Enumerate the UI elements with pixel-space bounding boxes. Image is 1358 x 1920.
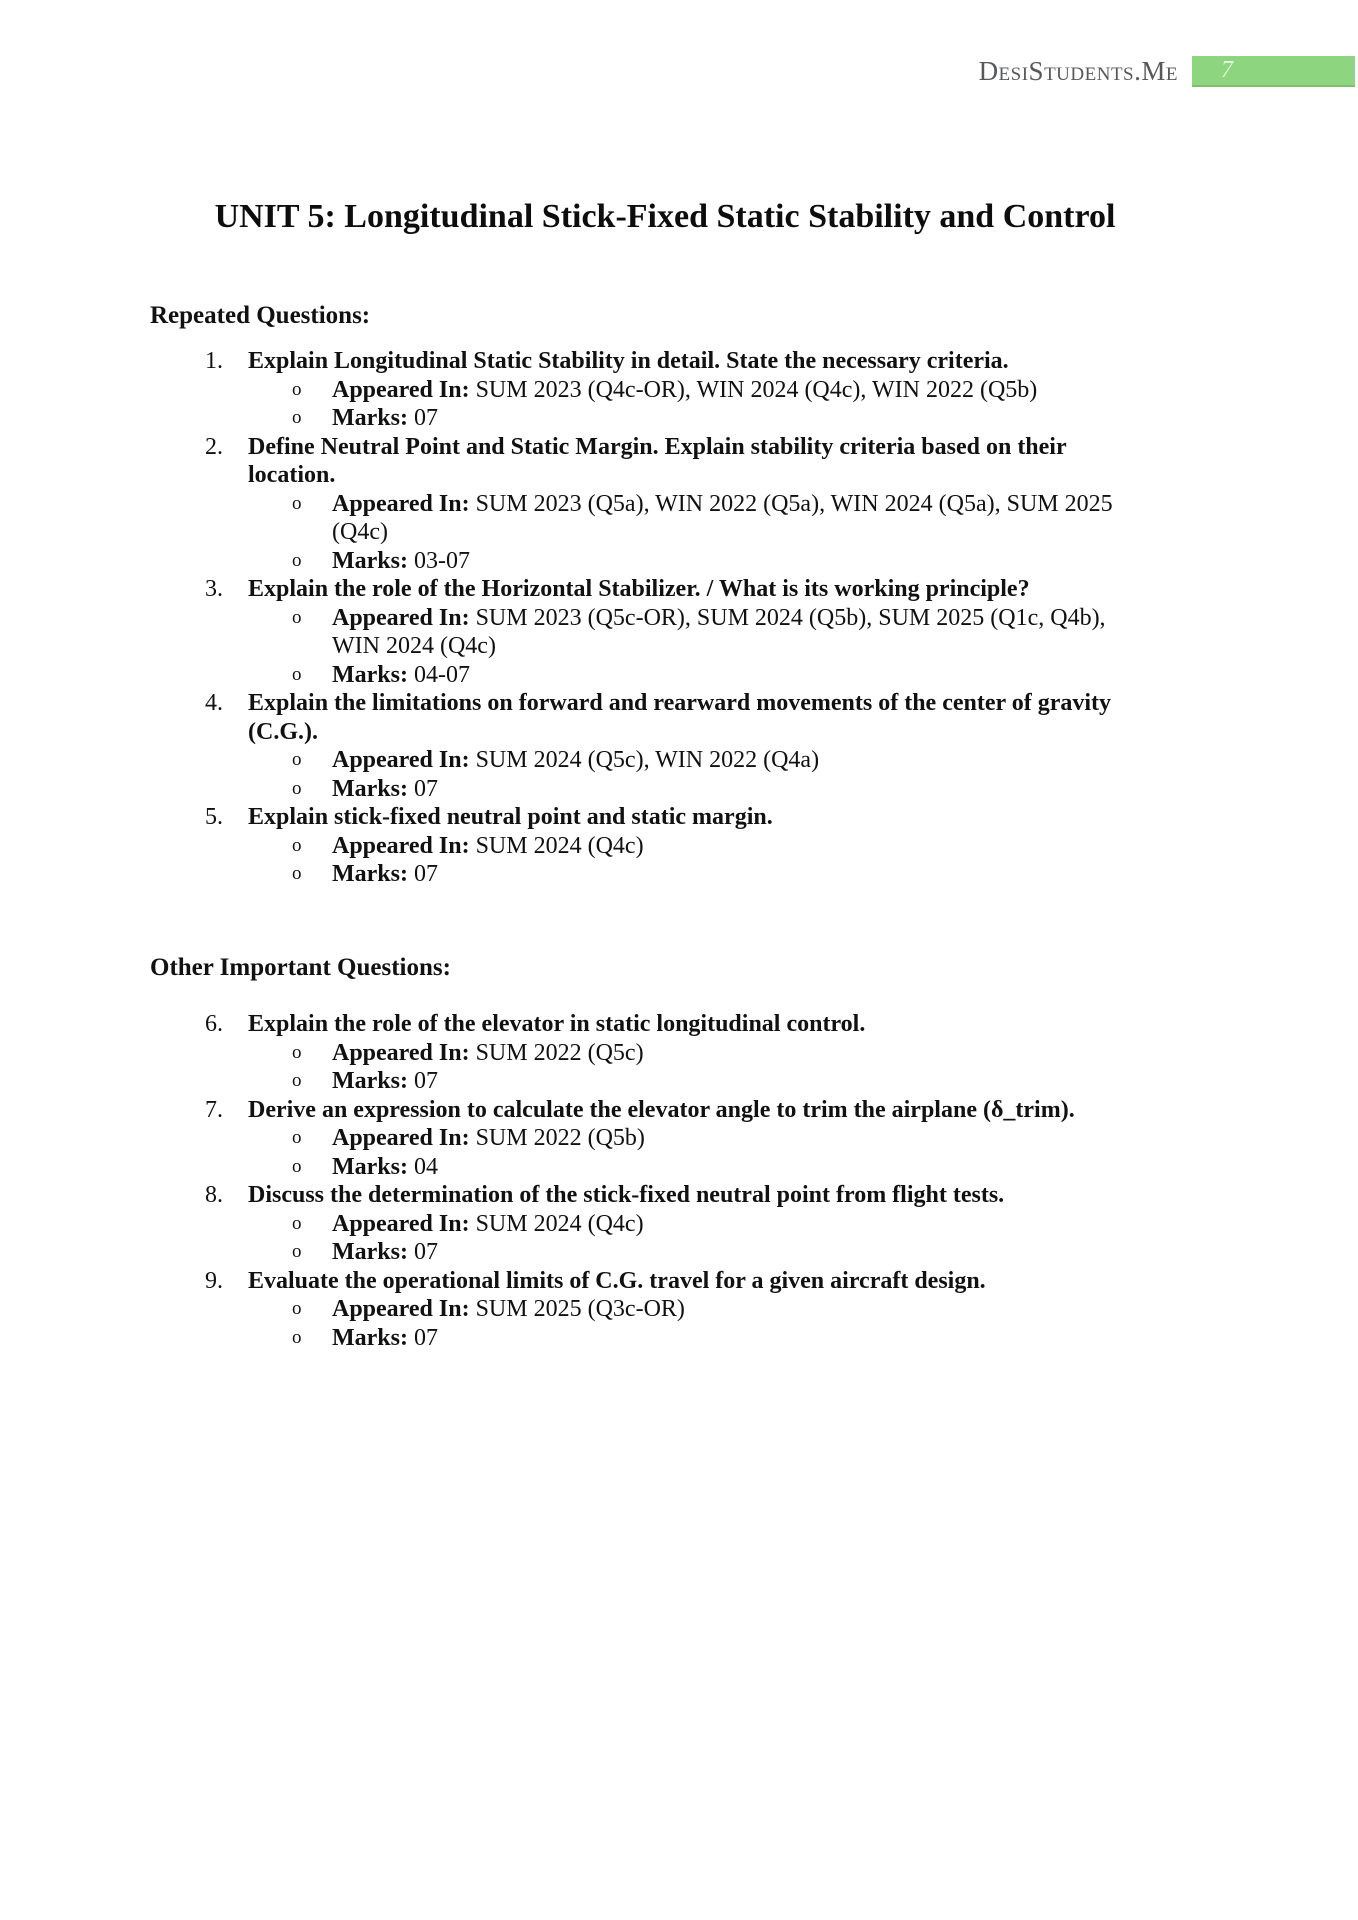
page-number: 7 [1221, 57, 1233, 83]
page-number-badge [1192, 56, 1355, 87]
marks-label: Marks: [332, 405, 408, 431]
marks-label: Marks: [332, 1239, 408, 1265]
marks-row [292, 1324, 986, 1353]
circle-bullet: o [292, 1041, 302, 1063]
circle-bullet: o [292, 378, 302, 400]
question-text: Evaluate the operational limits of C.G. travel for a given aircraft design. [248, 1267, 986, 1294]
appeared-in [332, 1210, 644, 1239]
appeared-row [292, 376, 1037, 405]
question-list-other [0, 1010, 1075, 1352]
question-text: Define Neutral Point and Static Margin. Explain stability criteria based on their location. [248, 433, 1067, 488]
circle-bullet: o [292, 549, 302, 571]
appeared-value: SUM 2023 (Q5c-OR), SUM 2024 (Q5b), SUM 2025 (Q1c, Q4b), WIN 2024 (Q4c) [332, 604, 1106, 659]
appeared-in [332, 832, 644, 861]
marks-label: Marks: [332, 775, 408, 802]
marks-row [292, 1238, 1004, 1267]
question-item [205, 803, 1153, 889]
question-item [205, 1181, 1075, 1267]
marks [332, 1324, 438, 1353]
question-text: Explain the role of the Horizontal Stabilizer. / What is its working principle? [248, 576, 1030, 602]
marks [332, 775, 438, 804]
question-item [205, 1096, 1075, 1182]
question-number: 7. [205, 1096, 223, 1123]
marks-value: 07 [413, 1239, 438, 1265]
appeared-row [292, 1039, 865, 1068]
appeared-row [292, 1124, 1075, 1153]
marks [332, 1238, 438, 1267]
appeared-in [332, 604, 1132, 661]
appeared-value: SUM 2024 (Q4c) [475, 832, 644, 859]
marks-row [292, 661, 1132, 690]
circle-bullet: o [292, 834, 302, 856]
circle-bullet: o [292, 1070, 302, 1091]
circle-bullet: o [292, 1241, 302, 1262]
question-number: 2. [205, 433, 223, 460]
question-text: Explain stick-fixed neutral point and static margin. [248, 804, 773, 830]
appeared-label: Appeared In: [332, 1210, 470, 1237]
marks-row [292, 547, 1153, 576]
marks [332, 404, 438, 433]
appeared-label: Appeared In: [332, 1039, 470, 1066]
question-number: 6. [205, 1011, 223, 1037]
marks [332, 547, 470, 576]
circle-bullet: o [292, 749, 302, 770]
site-watermark: DesiStudents.Me [978, 56, 1178, 86]
appeared-in [332, 1124, 645, 1153]
marks-label: Marks: [332, 547, 408, 574]
appeared-in [332, 490, 1132, 547]
circle-bullet: o [292, 777, 302, 799]
marks-label: Marks: [332, 1153, 408, 1180]
appeared-row [292, 1295, 986, 1324]
marks-value: 04-07 [413, 661, 470, 688]
circle-bullet: o [292, 663, 302, 685]
marks-label: Marks: [332, 1068, 408, 1094]
marks-row [292, 775, 1153, 804]
marks-row [292, 1067, 865, 1096]
appeared-value: SUM 2025 (Q3c-OR) [475, 1296, 685, 1322]
question-item [205, 689, 1153, 803]
circle-bullet: o [292, 1155, 302, 1177]
marks-label: Marks: [332, 1324, 408, 1351]
marks-value: 04 [413, 1153, 438, 1180]
question-number: 3. [205, 576, 223, 602]
circle-bullet: o [292, 1127, 302, 1148]
appeared-row [292, 490, 1153, 547]
question-item [205, 1267, 1075, 1353]
circle-bullet: o [292, 863, 302, 884]
appeared-value: SUM 2024 (Q4c) [475, 1210, 644, 1237]
marks-value: 03-07 [413, 547, 470, 574]
page-title: UNIT 5: Longitudinal Stick-Fixed Static Stability and Control [214, 198, 1116, 235]
circle-bullet: o [292, 492, 302, 514]
marks-label: Marks: [332, 661, 408, 688]
circle-bullet: o [292, 606, 302, 628]
question-number: 5. [205, 804, 223, 830]
marks [332, 1153, 438, 1182]
section-heading-repeated: Repeated Questions: [150, 302, 371, 329]
marks-row [292, 404, 1037, 433]
circle-bullet: o [292, 1326, 302, 1348]
question-number: 4. [205, 690, 223, 716]
question-item [205, 433, 1153, 576]
appeared-label: Appeared In: [332, 832, 470, 859]
marks-label: Marks: [332, 861, 408, 887]
appeared-in [332, 1039, 644, 1068]
circle-bullet: o [292, 407, 302, 428]
circle-bullet: o [292, 1212, 302, 1234]
marks-value: 07 [413, 405, 438, 431]
page-header [0, 56, 1358, 87]
appeared-label: Appeared In: [332, 1296, 470, 1322]
marks-value: 07 [413, 775, 438, 802]
marks-value: 07 [413, 861, 438, 887]
question-text: Derive an expression to calculate the elevator angle to trim the airplane (δ_trim). [248, 1096, 1075, 1123]
appeared-value: SUM 2023 (Q4c-OR), WIN 2024 (Q4c), WIN 2022 (Q5b) [475, 376, 1038, 403]
appeared-in [332, 1295, 685, 1324]
marks-row [292, 1153, 1075, 1182]
appeared-label: Appeared In: [332, 376, 470, 403]
appeared-value: SUM 2022 (Q5c) [475, 1039, 644, 1066]
appeared-label: Appeared In: [332, 747, 470, 773]
question-item [205, 1010, 1075, 1096]
question-text: Discuss the determination of the stick-fixed neutral point from flight tests. [248, 1182, 1005, 1208]
appeared-label: Appeared In: [332, 604, 470, 631]
appeared-row [292, 832, 773, 861]
question-item [205, 575, 1153, 689]
marks [332, 1067, 438, 1096]
question-number: 8. [205, 1182, 223, 1208]
appeared-row [292, 746, 1153, 775]
appeared-value: SUM 2024 (Q5c), WIN 2022 (Q4a) [475, 747, 820, 773]
marks-value: 07 [413, 1068, 438, 1094]
marks-row [292, 860, 773, 889]
section-heading-other: Other Important Questions: [150, 954, 451, 981]
question-item [205, 347, 1153, 433]
question-text: Explain the limitations on forward and rearward movements of the center of gravity (C.G.). [248, 690, 1112, 745]
question-text: Explain the role of the elevator in static longitudinal control. [248, 1011, 866, 1037]
appeared-in [332, 746, 819, 775]
question-number: 1. [205, 348, 223, 374]
appeared-row [292, 604, 1132, 661]
marks-value: 07 [413, 1324, 438, 1351]
appeared-value: SUM 2023 (Q5a), WIN 2022 (Q5a), WIN 2024 (Q5a), SUM 2025 (Q4c) [332, 490, 1113, 545]
marks [332, 860, 438, 889]
question-number: 9. [205, 1267, 223, 1294]
appeared-in [332, 376, 1037, 405]
question-text: Explain Longitudinal Static Stability in detail. State the necessary criteria. [248, 348, 1009, 374]
appeared-label: Appeared In: [332, 490, 470, 517]
question-list-repeated [0, 347, 1153, 889]
appeared-row [292, 1210, 1004, 1239]
marks [332, 661, 470, 690]
appeared-value: SUM 2022 (Q5b) [475, 1125, 645, 1151]
circle-bullet: o [292, 1298, 302, 1319]
appeared-label: Appeared In: [332, 1125, 470, 1151]
